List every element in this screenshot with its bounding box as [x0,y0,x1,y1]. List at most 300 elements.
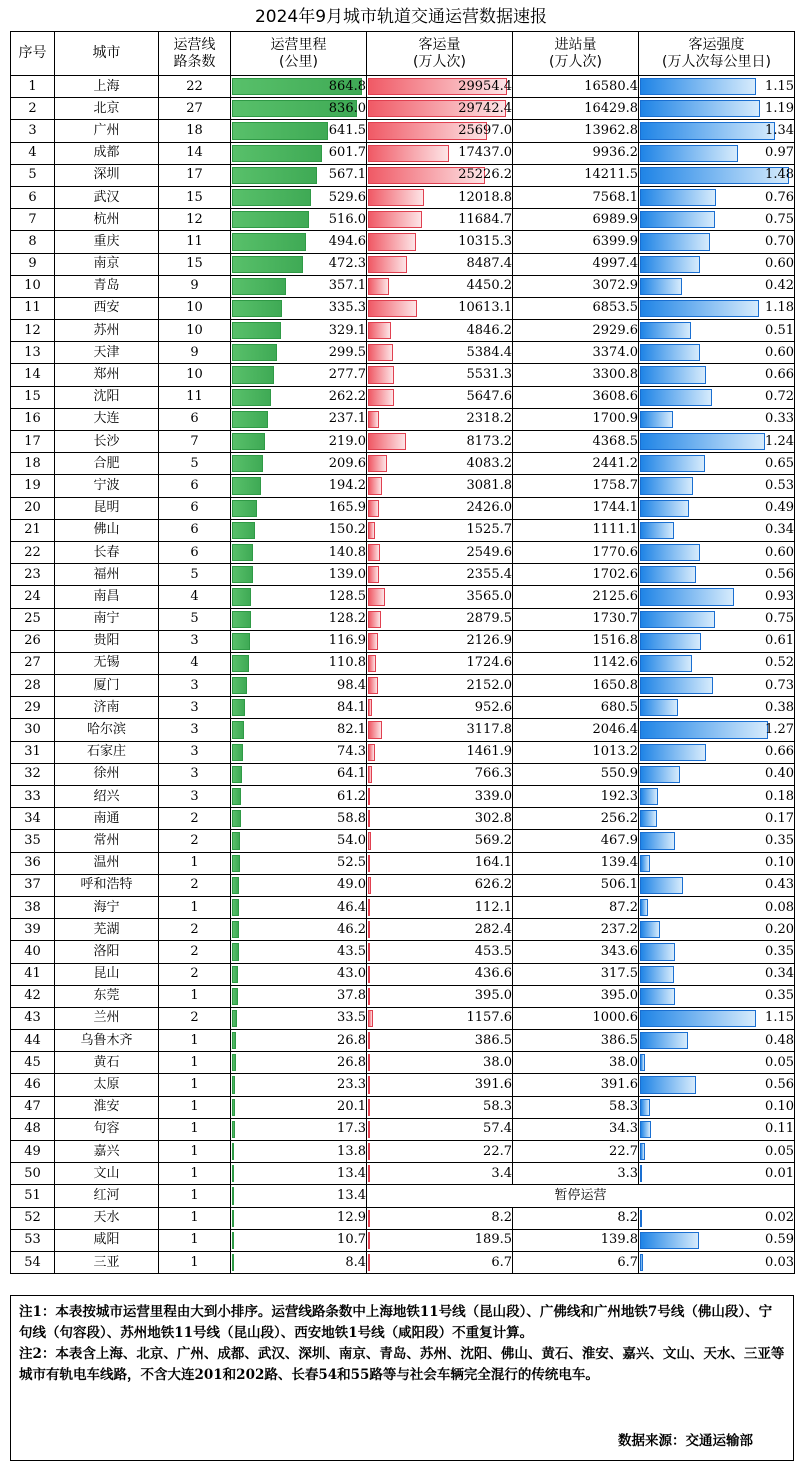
cell-passengers [367,98,513,120]
cell-index: 42 [11,985,55,1007]
cell-intensity-bar [640,78,756,95]
cell-passengers-bar [368,877,371,894]
cell-passengers [367,142,513,164]
cell-mileage-bar [232,921,239,938]
cell-mileage-value: 836.0 [328,100,366,116]
cell-passengers-value: 29742.4 [458,100,512,116]
cell-passengers [367,1141,513,1163]
cell-intensity [639,1052,795,1074]
cell-entries: 317.5 [513,963,639,985]
cell-mileage-bar [232,455,263,472]
table-row [11,1163,795,1185]
cell-intensity-value: 0.40 [765,766,794,782]
cell-mileage-value: 165.9 [328,500,366,516]
cell-mileage-bar [232,322,281,339]
cell-passengers-value: 25226.2 [458,167,512,183]
cell-mileage [231,1207,367,1229]
cell-index: 3 [11,120,55,142]
cell-index: 43 [11,1007,55,1029]
cell-intensity [639,231,795,253]
cell-mileage-value: 64.1 [337,766,366,782]
table-row [11,297,795,319]
cell-mileage-bar [232,966,238,983]
cell-intensity-bar [640,389,712,406]
cell-lines: 17 [159,164,231,186]
cell-lines: 3 [159,719,231,741]
cell-mileage [231,1052,367,1074]
cell-mileage-value: 98.4 [337,677,366,693]
cell-mileage-value: 219.0 [328,433,366,449]
cell-index: 24 [11,586,55,608]
cell-lines: 22 [159,76,231,98]
cell-passengers-value: 11684.7 [458,211,512,227]
table-row [11,896,795,918]
cell-lines: 1 [159,1141,231,1163]
cell-mileage-value: 529.6 [328,189,366,205]
cell-intensity [639,1096,795,1118]
cell-intensity [639,186,795,208]
cell-index: 13 [11,342,55,364]
cell-index: 53 [11,1229,55,1251]
cell-city: 青岛 [55,275,159,297]
cell-mileage-value: 74.3 [337,744,366,760]
cell-passengers-value: 112.1 [474,899,512,915]
cell-mileage-value: 26.8 [337,1054,366,1070]
cell-intensity-bar [640,677,713,694]
cell-passengers-value: 22.7 [483,1143,512,1159]
data-table [10,31,795,1274]
cell-intensity-value: 1.15 [765,78,794,94]
header-row [11,32,795,76]
cell-intensity [639,253,795,275]
cell-intensity-bar [640,522,674,539]
table-row [11,675,795,697]
cell-intensity-bar [640,211,715,228]
table-row [11,586,795,608]
cell-city: 南宁 [55,608,159,630]
cell-mileage-bar [232,1099,235,1116]
cell-mileage-bar [232,655,249,672]
cell-city: 太原 [55,1074,159,1096]
cell-passengers-bar [368,189,424,206]
cell-passengers [367,76,513,98]
note-2: 注2：本表含上海、北京、广州、成都、武汉、深圳、南京、青岛、苏州、沈阳、佛山、黄石、淮安、嘉兴、文山、天水、三亚等城市有轨电车线路，不含大连201和202路、长春54和55路等与社会车辆完全混行的传统电车。 [19,1346,785,1383]
cell-passengers-bar [368,699,372,716]
cell-lines: 1 [159,1052,231,1074]
cell-passengers-value: 58.3 [483,1099,512,1115]
table-row [11,209,795,231]
cell-intensity [639,1251,795,1273]
cell-mileage-bar [232,433,265,450]
cell-mileage [231,808,367,830]
cell-intensity-value: 0.34 [765,966,794,982]
cell-passengers [367,209,513,231]
cell-lines: 9 [159,342,231,364]
cell-mileage-value: 194.2 [328,477,366,493]
cell-intensity-bar [640,611,715,628]
cell-intensity [639,342,795,364]
cell-lines: 18 [159,120,231,142]
cell-passengers-bar [368,344,393,361]
cell-passengers [367,386,513,408]
cell-entries: 506.1 [513,874,639,896]
cell-index: 27 [11,652,55,674]
cell-index: 14 [11,364,55,386]
cell-mileage [231,120,367,142]
cell-passengers-bar [368,145,449,162]
cell-intensity-value: 0.05 [765,1143,794,1159]
cell-intensity [639,1074,795,1096]
cell-entries: 256.2 [513,808,639,830]
cell-mileage-bar [232,1143,234,1160]
cell-mileage [231,630,367,652]
table-row [11,608,795,630]
cell-mileage-value: 237.1 [328,411,366,427]
cell-entries: 1000.6 [513,1007,639,1029]
cell-intensity-value: 0.48 [765,1032,794,1048]
cell-passengers-bar [368,633,378,650]
cell-intensity-bar [640,100,760,117]
cell-passengers [367,786,513,808]
cell-index: 9 [11,253,55,275]
table-row [11,1185,795,1207]
table-row [11,431,795,453]
cell-entries: 1111.1 [513,519,639,541]
cell-lines: 14 [159,142,231,164]
cell-lines: 4 [159,652,231,674]
cell-index: 37 [11,874,55,896]
cell-mileage-value: 641.5 [328,122,366,138]
cell-passengers-bar [368,1121,370,1138]
cell-intensity [639,675,795,697]
table-row [11,719,795,741]
table-row [11,852,795,874]
cell-intensity-bar [640,1143,645,1160]
cell-mileage-value: 46.2 [337,921,366,937]
cell-mileage [231,453,367,475]
cell-passengers [367,1074,513,1096]
cell-passengers-value: 8487.4 [466,256,512,272]
cell-intensity-bar [640,588,734,605]
cell-index: 48 [11,1118,55,1140]
cell-passengers-value: 386.5 [474,1032,512,1048]
cell-lines: 15 [159,186,231,208]
cell-passengers-value: 2152.0 [466,677,512,693]
cell-lines: 3 [159,675,231,697]
cell-passengers [367,1030,513,1052]
cell-city: 咸阳 [55,1229,159,1251]
cell-mileage-value: 128.2 [328,611,366,627]
cell-passengers-bar [368,1032,370,1049]
cell-mileage [231,763,367,785]
cell-mileage-value: 567.1 [328,167,366,183]
cell-passengers-bar [368,1254,370,1271]
table-row [11,1096,795,1118]
cell-intensity-value: 0.52 [765,655,794,671]
cell-mileage [231,364,367,386]
table-row [11,98,795,120]
cell-intensity-bar [640,411,673,428]
cell-passengers [367,808,513,830]
cell-intensity [639,364,795,386]
cell-mileage-bar [232,211,309,228]
cell-lines: 10 [159,320,231,342]
table-row [11,963,795,985]
cell-index: 40 [11,941,55,963]
cell-city: 嘉兴 [55,1141,159,1163]
cell-lines: 6 [159,475,231,497]
cell-entries: 1013.2 [513,741,639,763]
cell-lines: 10 [159,364,231,386]
cell-intensity [639,586,795,608]
table-row [11,1074,795,1096]
table-row [11,497,795,519]
cell-city: 句容 [55,1118,159,1140]
cell-entries: 343.6 [513,941,639,963]
cell-entries: 6989.9 [513,209,639,231]
cell-intensity-bar [640,1210,642,1227]
cell-mileage-value: 52.5 [337,855,366,871]
cell-intensity-value: 0.60 [765,544,794,560]
cell-passengers [367,697,513,719]
cell-city: 天津 [55,342,159,364]
cell-lines: 27 [159,98,231,120]
cell-index: 54 [11,1251,55,1273]
cell-mileage [231,297,367,319]
cell-intensity-value: 0.11 [765,1121,794,1137]
cell-intensity-bar [640,233,710,250]
cell-passengers-value: 436.6 [474,966,512,982]
cell-lines: 9 [159,275,231,297]
table-row [11,386,795,408]
cell-passengers [367,275,513,297]
cell-intensity [639,919,795,941]
cell-passengers-value: 282.4 [474,921,512,937]
cell-entries: 1142.6 [513,652,639,674]
cell-passengers [367,1118,513,1140]
cell-passengers-value: 395.0 [474,988,512,1004]
data-source: 数据来源：交通运输部 [618,1433,753,1449]
table-row [11,275,795,297]
cell-index: 18 [11,453,55,475]
table-row [11,253,795,275]
page-title: 2024年9月城市轨道交通运营数据速报 [254,7,548,27]
cell-passengers-value: 2318.2 [466,411,512,427]
cell-lines: 2 [159,830,231,852]
cell-lines: 11 [159,386,231,408]
cell-intensity-value: 0.33 [765,411,794,427]
cell-entries: 139.8 [513,1229,639,1251]
cell-intensity [639,896,795,918]
cell-passengers [367,497,513,519]
cell-index: 36 [11,852,55,874]
cell-mileage [231,608,367,630]
cell-city: 呼和浩特 [55,874,159,896]
cell-intensity-bar [640,300,759,317]
cell-intensity-value: 0.65 [765,455,794,471]
cell-mileage-value: 46.4 [337,899,366,915]
cell-intensity [639,1007,795,1029]
table-row [11,741,795,763]
cell-mileage-value: 140.8 [328,544,366,560]
cell-intensity-bar [640,810,657,827]
cell-intensity [639,475,795,497]
cell-intensity [639,1229,795,1251]
cell-mileage [231,186,367,208]
cell-passengers-bar [368,744,375,761]
table-row [11,541,795,563]
cell-lines: 1 [159,1096,231,1118]
cell-entries: 2125.6 [513,586,639,608]
cell-passengers [367,364,513,386]
cell-intensity-bar [640,1054,645,1071]
table-row [11,408,795,430]
cell-passengers-bar [368,1099,370,1116]
cell-intensity [639,98,795,120]
cell-mileage [231,386,367,408]
cell-passengers-bar [368,389,394,406]
table-row [11,142,795,164]
cell-city: 杭州 [55,209,159,231]
cell-passengers-bar [368,943,370,960]
cell-city: 天水 [55,1207,159,1229]
cell-mileage-bar [232,677,247,694]
cell-intensity-value: 1.34 [765,122,794,138]
table-row [11,1007,795,1029]
cell-mileage [231,1141,367,1163]
table-row [11,1118,795,1140]
cell-mileage-bar [232,411,268,428]
table-row [11,231,795,253]
cell-passengers-value: 38.0 [483,1054,512,1070]
cell-intensity-bar [640,655,692,672]
cell-mileage-value: 13.4 [337,1187,366,1203]
cell-index: 1 [11,76,55,98]
cell-intensity [639,985,795,1007]
cell-passengers-bar [368,766,372,783]
cell-city: 贵阳 [55,630,159,652]
cell-intensity-value: 0.05 [765,1054,794,1070]
cell-mileage-value: 84.1 [337,699,366,715]
cell-intensity-bar [640,633,701,650]
cell-mileage [231,519,367,541]
cell-entries: 680.5 [513,697,639,719]
cell-passengers [367,297,513,319]
cell-intensity-bar [640,566,696,583]
cell-intensity-value: 0.34 [765,522,794,538]
cell-index: 15 [11,386,55,408]
cell-passengers [367,919,513,941]
cell-city: 芜湖 [55,919,159,941]
cell-intensity-value: 0.01 [765,1165,794,1181]
cell-city: 上海 [55,76,159,98]
cell-intensity [639,1118,795,1140]
cell-intensity-value: 0.10 [765,855,794,871]
cell-intensity [639,719,795,741]
cell-intensity-bar [640,721,768,738]
header-lines: 运营线 路条数 [159,32,231,76]
cell-mileage-value: 139.0 [328,566,366,582]
cell-mileage-bar [232,300,282,317]
cell-passengers [367,763,513,785]
cell-entries: 395.0 [513,985,639,1007]
cell-passengers-bar [368,522,375,539]
cell-mileage-value: 26.8 [337,1032,366,1048]
cell-passengers-bar [368,411,379,428]
cell-mileage-value: 37.8 [337,988,366,1004]
cell-intensity-value: 0.10 [765,1099,794,1115]
cell-passengers-value: 3117.8 [466,722,512,738]
header-city: 城市 [55,32,159,76]
cell-mileage [231,1229,367,1251]
cell-passengers-bar [368,899,370,916]
cell-mileage-value: 335.3 [328,300,366,316]
cell-entries: 2046.4 [513,719,639,741]
cell-mileage-bar [232,1210,234,1227]
cell-passengers [367,896,513,918]
cell-index: 16 [11,408,55,430]
table-row [11,120,795,142]
cell-intensity [639,741,795,763]
cell-intensity-value: 0.43 [765,877,794,893]
cell-city: 广州 [55,120,159,142]
cell-passengers-bar [368,1010,373,1027]
table-row [11,364,795,386]
cell-mileage [231,209,367,231]
cell-index: 30 [11,719,55,741]
cell-lines: 1 [159,985,231,1007]
cell-entries: 16580.4 [513,76,639,98]
cell-intensity-bar [640,744,706,761]
cell-passengers-value: 5647.6 [466,389,512,405]
cell-index: 10 [11,275,55,297]
cell-index: 34 [11,808,55,830]
cell-passengers [367,630,513,652]
cell-city: 石家庄 [55,741,159,763]
cell-passengers-bar [368,921,370,938]
cell-intensity-bar [640,788,658,805]
cell-intensity-value: 0.35 [765,832,794,848]
cell-mileage [231,541,367,563]
cell-city: 郑州 [55,364,159,386]
cell-city: 昆明 [55,497,159,519]
cell-mileage-value: 43.5 [337,943,366,959]
cell-mileage [231,408,367,430]
cell-intensity-value: 0.60 [765,256,794,272]
cell-lines: 5 [159,564,231,586]
cell-passengers-bar [368,433,406,450]
cell-passengers-value: 453.5 [474,943,512,959]
cell-city: 济南 [55,697,159,719]
cell-passengers-value: 391.6 [474,1077,512,1093]
cell-passengers-bar [368,256,407,273]
cell-intensity [639,408,795,430]
cell-entries: 2441.2 [513,453,639,475]
cell-passengers-value: 952.6 [474,699,512,715]
cell-intensity [639,874,795,896]
cell-passengers [367,1052,513,1074]
cell-intensity-value: 0.56 [765,566,794,582]
cell-entries: 87.2 [513,896,639,918]
cell-mileage-bar [232,588,251,605]
cell-intensity-bar [640,1099,650,1116]
table-row [11,453,795,475]
cell-intensity [639,453,795,475]
cell-mileage [231,475,367,497]
cell-entries: 386.5 [513,1030,639,1052]
cell-city: 佛山 [55,519,159,541]
cell-mileage-bar [232,544,253,561]
